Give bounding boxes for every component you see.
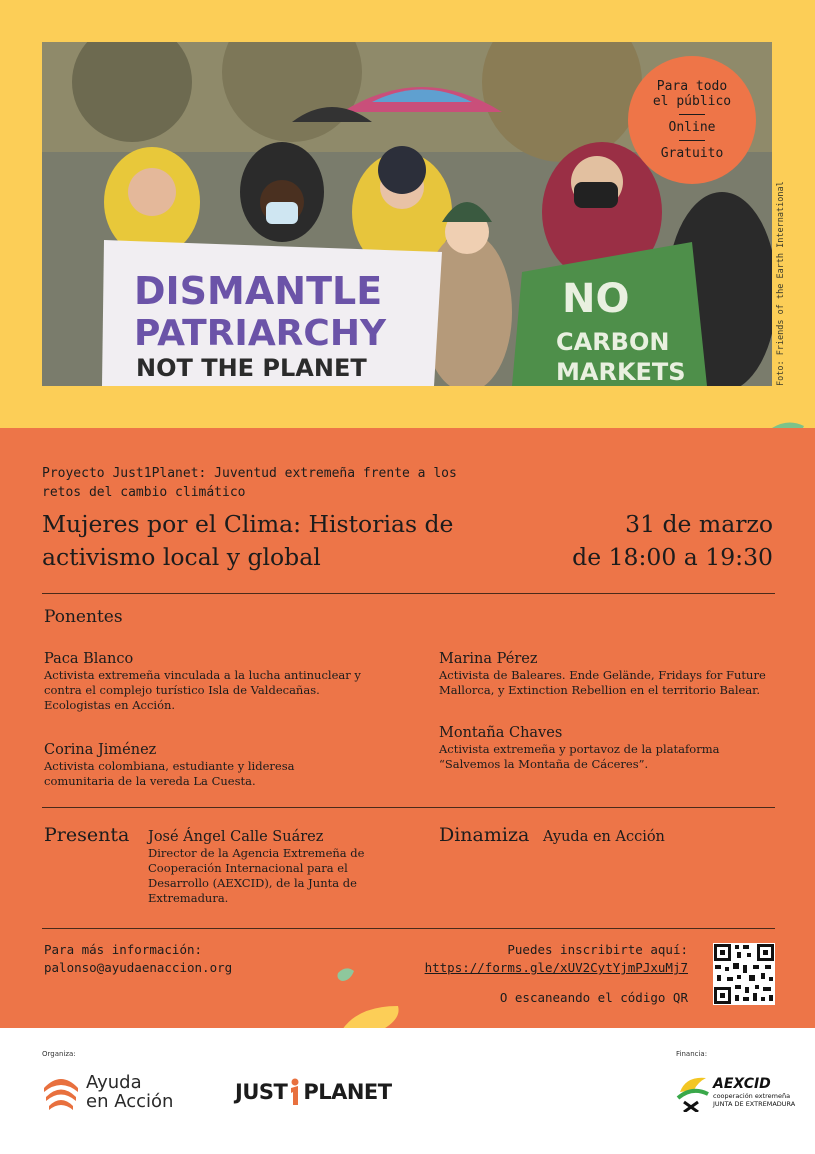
speaker-name: Marina Pérez: [439, 651, 538, 667]
speaker-paca-blanco: [44, 650, 424, 713]
event-date-line1: 31 de marzo: [625, 510, 773, 538]
ayuda-en-accion-logo-line1: Ayuda: [86, 1072, 142, 1093]
speakers-heading: Ponentes: [44, 607, 123, 627]
ayuda-en-accion-logo: [42, 1072, 173, 1112]
speaker-desc-line: contra el complejo turístico Isla de Valdecañas.: [44, 683, 320, 697]
speaker-marina-perez: [439, 650, 789, 698]
banner-left-line1: DISMANTLE: [134, 269, 383, 313]
badge-audience: Para todo el público: [652, 79, 732, 109]
register-link[interactable]: https://forms.gle/xUV2CytYjmPJxuMj7: [424, 960, 688, 975]
organiza-label: Organiza:: [42, 1050, 76, 1058]
aexcid-logo-title: AEXCID: [713, 1076, 771, 1092]
presenter-desc-line: Extremadura.: [148, 891, 229, 905]
speaker-name: Corina Jiménez: [44, 742, 157, 758]
contact-email[interactable]: palonso@ayudaenaccion.org: [44, 960, 233, 975]
banner-left-line2: PATRIARCHY: [134, 313, 387, 354]
badge-divider: [679, 140, 705, 141]
banner-right-line2: CARBON: [556, 328, 670, 356]
presenter-desc-line: Cooperación Internacional para el: [148, 861, 348, 875]
speaker-name: Montaña Chaves: [439, 725, 563, 741]
badge-price: Gratuito: [660, 146, 724, 161]
aexcid-logo-line2: JUNTA DE EXTREMADURA: [713, 1100, 796, 1108]
contact-block: [44, 941, 232, 977]
event-date: [572, 508, 773, 574]
badge-format: Online: [668, 120, 716, 135]
photo-credit: Foto: Friends of the Earth International: [776, 181, 786, 386]
aexcid-logo-line1: cooperación extremeña: [713, 1092, 791, 1100]
ayuda-en-accion-logo-line2: en Acción: [86, 1091, 174, 1112]
event-title-line1: Mujeres por el Clima: Historias de: [42, 510, 454, 538]
speaker-desc-line: Ecologistas en Acción.: [44, 698, 176, 712]
event-title: [42, 508, 542, 574]
qr-hint: O escaneando el código QR: [499, 990, 688, 1005]
qr-code[interactable]: [713, 943, 775, 1005]
contact-label: Para más información:: [44, 942, 203, 957]
badge-divider: [679, 114, 705, 115]
brush-stroke-decoration: [335, 965, 357, 985]
divider: [42, 593, 775, 594]
presenter-desc-line: Director de la Agencia Extremeña de: [148, 846, 365, 860]
financia-label: Financia:: [676, 1050, 708, 1058]
speaker-corina-jimenez: [44, 741, 424, 789]
divider: [42, 928, 775, 929]
speaker-desc-line: comunitaria de la vereda La Cuesta.: [44, 774, 256, 788]
aexcid-mark-icon: [676, 1072, 710, 1112]
just1planet-logo: [235, 1078, 392, 1106]
just1planet-figure-icon: [288, 1078, 302, 1106]
speaker-desc-line: “Salvemos la Montaña de Cáceres”.: [439, 757, 649, 771]
banner-right-line1: NO: [562, 276, 630, 322]
event-time: de 18:00 a 19:30: [572, 543, 773, 571]
speaker-desc-line: Activista de Baleares. Ende Gelände, Fridays for Future: [439, 668, 766, 682]
speaker-desc-line: Activista colombiana, estudiante y lideresa: [44, 759, 295, 773]
register-label: Puedes inscribirte aquí:: [507, 942, 688, 957]
just1planet-logo-part1: JUST: [235, 1080, 288, 1104]
speaker-montana-chaves: [439, 724, 789, 772]
registration-block: [425, 941, 688, 977]
speaker-desc-line: Activista extremeña y portavoz de la plataforma: [439, 742, 720, 756]
divider: [42, 807, 775, 808]
banner-right-line3: MARKETS: [556, 358, 686, 386]
event-title-line2: activismo local y global: [42, 543, 321, 571]
aexcid-logo: [676, 1072, 795, 1112]
project-name: Proyecto Just1Planet: Juventud extremeña frente a los retos del cambio climático: [42, 466, 457, 500]
speaker-desc-line: Mallorca, y Extinction Rebellion en el territorio Balear.: [439, 683, 761, 697]
presenter-desc-line: Desarrollo (AEXCID), de la Junta de: [148, 876, 357, 890]
audience-badge: [628, 56, 756, 184]
presenter-name: José Ángel Calle Suárez: [148, 829, 324, 845]
presenter-block: [148, 828, 408, 906]
speaker-name: Paca Blanco: [44, 651, 134, 667]
banner-left-line3: NOT THE PLANET: [136, 354, 367, 382]
ayuda-en-accion-mark-icon: [42, 1072, 80, 1112]
moderator-name: Ayuda en Acción: [543, 829, 665, 845]
moderator-label: Dinamiza: [439, 824, 530, 846]
presenter-label: Presenta: [44, 824, 130, 846]
just1planet-logo-part2: PLANET: [303, 1080, 392, 1104]
speaker-desc-line: Activista extremeña vinculada a la lucha antinuclear y: [44, 668, 361, 682]
